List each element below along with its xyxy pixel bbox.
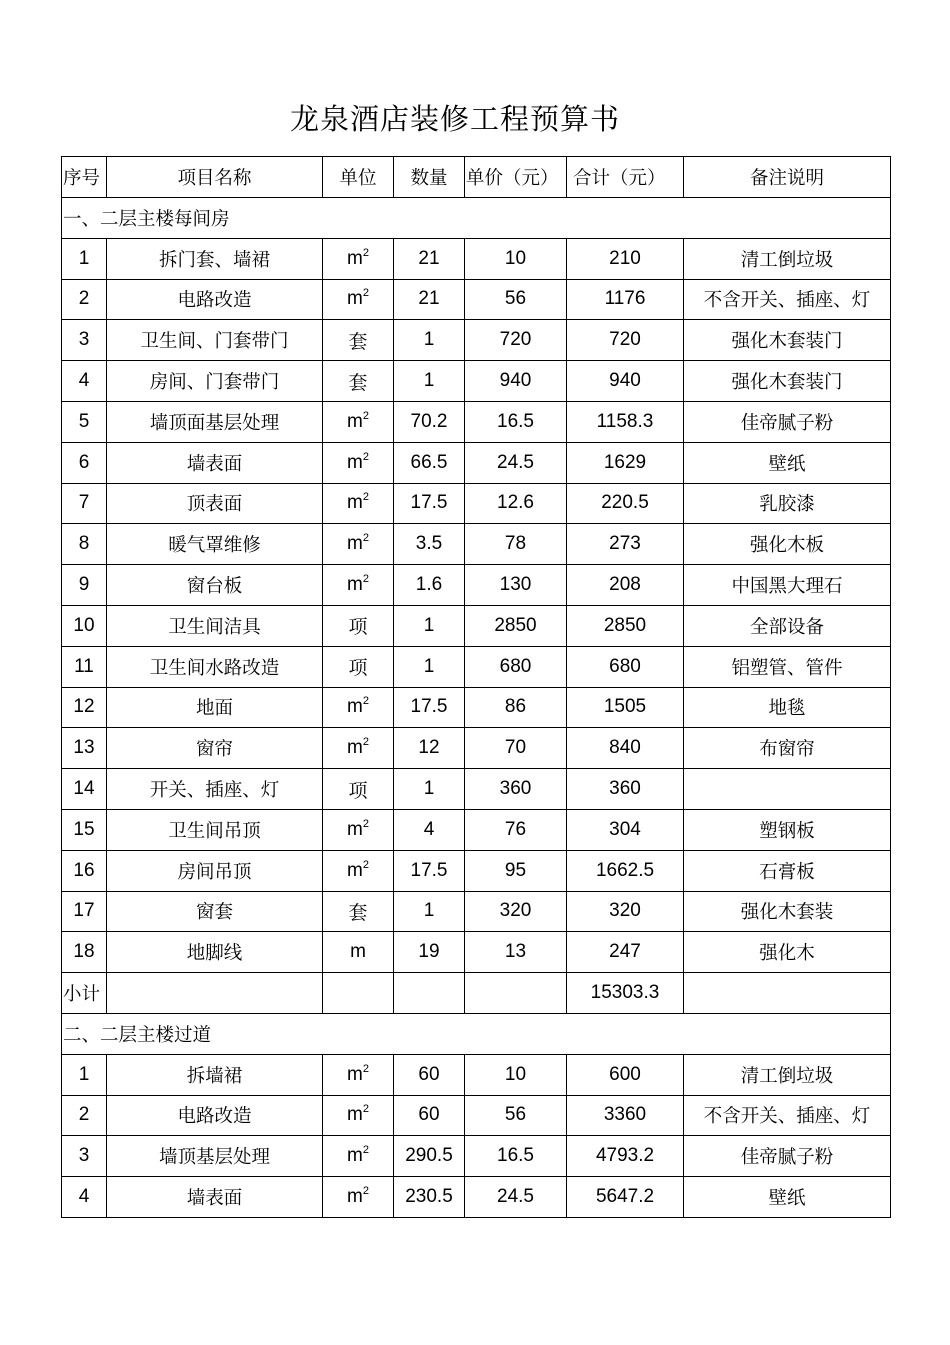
- cell-unit-price: 95: [465, 850, 567, 891]
- cell-total: 210: [567, 238, 684, 279]
- cell-total: 360: [567, 769, 684, 810]
- cell-total: 3360: [567, 1095, 684, 1136]
- cell-remarks: 强化木套装门: [684, 361, 891, 402]
- cell-remarks: 清工倒垃圾: [684, 1054, 891, 1095]
- empty-cell: [394, 973, 465, 1014]
- header-unit: 单位: [323, 157, 394, 198]
- cell-item-name: 卫生间水路改造: [107, 646, 323, 687]
- table-header-row: [62, 157, 891, 198]
- cell-item-name: 窗套: [107, 891, 323, 932]
- cell-remarks: 壁纸: [684, 442, 891, 483]
- cell-seq: 5: [62, 401, 107, 442]
- table-row: [62, 442, 891, 483]
- cell-seq: 1: [62, 1054, 107, 1095]
- cell-item-name: 电路改造: [107, 279, 323, 320]
- cell-remarks: 强化木套装: [684, 891, 891, 932]
- unit-text: m: [347, 859, 363, 881]
- table-row: [62, 524, 891, 565]
- unit-text: 套: [348, 372, 368, 394]
- cell-remarks: 强化木: [684, 932, 891, 973]
- cell-item-name: 卫生间吊顶: [107, 809, 323, 850]
- cell-unit-price: 10: [465, 1054, 567, 1095]
- cell-total: 600: [567, 1054, 684, 1095]
- cell-unit: [323, 361, 394, 402]
- empty-cell: [684, 973, 891, 1014]
- cell-unit: [323, 891, 394, 932]
- cell-unit: [323, 728, 394, 769]
- empty-cell: [465, 973, 567, 1014]
- unit-text: 项: [348, 617, 368, 639]
- cell-seq: 4: [62, 361, 107, 402]
- cell-unit-price: 10: [465, 238, 567, 279]
- cell-unit-price: 680: [465, 646, 567, 687]
- unit-superscript: 2: [362, 573, 369, 586]
- unit-superscript: 2: [362, 858, 369, 871]
- cell-unit-price: 940: [465, 361, 567, 402]
- header-unit-price: 单价（元）: [465, 157, 567, 198]
- section-heading-row: [62, 198, 891, 239]
- cell-quantity: 21: [394, 279, 465, 320]
- unit-text: m: [347, 696, 363, 718]
- table-row: [62, 1136, 891, 1177]
- cell-seq: 1: [62, 238, 107, 279]
- table-row: [62, 605, 891, 646]
- cell-unit-price: 2850: [465, 605, 567, 646]
- table-row: [62, 891, 891, 932]
- cell-item-name: 墙顶基层处理: [107, 1136, 323, 1177]
- unit-text: 项: [348, 780, 368, 802]
- unit-text: m: [347, 288, 363, 310]
- cell-seq: 12: [62, 687, 107, 728]
- cell-remarks: 不含开关、插座、灯: [684, 279, 891, 320]
- cell-remarks: 乳胶漆: [684, 483, 891, 524]
- cell-total: 5647.2: [567, 1177, 684, 1218]
- cell-total: 840: [567, 728, 684, 769]
- cell-seq: 4: [62, 1177, 107, 1218]
- unit-text: m: [347, 410, 363, 432]
- cell-total: 1505: [567, 687, 684, 728]
- unit-text: m: [347, 737, 363, 759]
- cell-unit-price: 56: [465, 1095, 567, 1136]
- section-heading: 二、二层主楼过道: [62, 1013, 891, 1054]
- cell-quantity: 17.5: [394, 483, 465, 524]
- table-row: [62, 320, 891, 361]
- cell-total: 247: [567, 932, 684, 973]
- cell-remarks: 佳帝腻子粉: [684, 401, 891, 442]
- cell-unit: [323, 809, 394, 850]
- cell-unit-price: 76: [465, 809, 567, 850]
- cell-unit: [323, 483, 394, 524]
- empty-cell: [323, 973, 394, 1014]
- cell-unit-price: 12.6: [465, 483, 567, 524]
- cell-seq: 13: [62, 728, 107, 769]
- table-row: [62, 687, 891, 728]
- cell-total: 208: [567, 565, 684, 606]
- cell-unit: [323, 442, 394, 483]
- cell-unit: [323, 320, 394, 361]
- unit-text: m: [347, 1104, 363, 1126]
- subtotal-value: 15303.3: [567, 973, 684, 1014]
- table-row: [62, 401, 891, 442]
- cell-quantity: 1.6: [394, 565, 465, 606]
- unit-superscript: 2: [362, 817, 369, 830]
- cell-unit: [323, 769, 394, 810]
- unit-superscript: 2: [362, 1185, 369, 1198]
- cell-unit: [323, 687, 394, 728]
- cell-total: 2850: [567, 605, 684, 646]
- cell-seq: 3: [62, 1136, 107, 1177]
- unit-text: m: [347, 1063, 363, 1085]
- header-quantity: 数量: [394, 157, 465, 198]
- subtotal-label: 小计: [62, 973, 107, 1014]
- cell-total: 4793.2: [567, 1136, 684, 1177]
- unit-text: m: [347, 1186, 363, 1208]
- cell-quantity: 1: [394, 320, 465, 361]
- cell-quantity: 1: [394, 646, 465, 687]
- cell-unit-price: 320: [465, 891, 567, 932]
- unit-text: m: [347, 818, 363, 840]
- cell-quantity: 19: [394, 932, 465, 973]
- subtotal-row: [62, 973, 891, 1014]
- table-row: [62, 1177, 891, 1218]
- cell-seq: 14: [62, 769, 107, 810]
- cell-unit-price: 16.5: [465, 1136, 567, 1177]
- cell-total: 1629: [567, 442, 684, 483]
- cell-remarks: 强化木套装门: [684, 320, 891, 361]
- cell-unit: [323, 1136, 394, 1177]
- unit-superscript: 2: [362, 491, 369, 504]
- unit-text: 套: [348, 331, 368, 353]
- unit-text: m: [347, 451, 363, 473]
- cell-remarks: 布窗帘: [684, 728, 891, 769]
- cell-seq: 2: [62, 1095, 107, 1136]
- budget-table: [61, 156, 891, 1218]
- cell-item-name: 房间、门套带门: [107, 361, 323, 402]
- table-row: [62, 361, 891, 402]
- cell-quantity: 60: [394, 1054, 465, 1095]
- unit-superscript: 2: [362, 287, 369, 300]
- cell-unit-price: 720: [465, 320, 567, 361]
- table-row: [62, 279, 891, 320]
- unit-superscript: 2: [362, 246, 369, 259]
- table-row: [62, 850, 891, 891]
- unit-text: m: [347, 1145, 363, 1167]
- cell-unit: [323, 401, 394, 442]
- cell-seq: 11: [62, 646, 107, 687]
- cell-item-name: 电路改造: [107, 1095, 323, 1136]
- unit-superscript: 2: [362, 450, 369, 463]
- cell-quantity: 230.5: [394, 1177, 465, 1218]
- cell-item-name: 卫生间、门套带门: [107, 320, 323, 361]
- cell-quantity: 21: [394, 238, 465, 279]
- unit-superscript: 2: [362, 736, 369, 749]
- cell-quantity: 1: [394, 361, 465, 402]
- cell-seq: 2: [62, 279, 107, 320]
- cell-unit-price: 130: [465, 565, 567, 606]
- cell-seq: 8: [62, 524, 107, 565]
- cell-seq: 9: [62, 565, 107, 606]
- cell-remarks: 石膏板: [684, 850, 891, 891]
- unit-superscript: 2: [362, 1103, 369, 1116]
- cell-item-name: 拆门套、墙裙: [107, 238, 323, 279]
- cell-quantity: 17.5: [394, 850, 465, 891]
- cell-unit: [323, 646, 394, 687]
- cell-item-name: 房间吊顶: [107, 850, 323, 891]
- cell-seq: 3: [62, 320, 107, 361]
- cell-quantity: 60: [394, 1095, 465, 1136]
- cell-remarks: 铝塑管、管件: [684, 646, 891, 687]
- cell-item-name: 顶表面: [107, 483, 323, 524]
- unit-text: m: [347, 247, 363, 269]
- cell-item-name: 卫生间洁具: [107, 605, 323, 646]
- cell-remarks: 中国黑大理石: [684, 565, 891, 606]
- cell-remarks: 强化木板: [684, 524, 891, 565]
- header-remarks: 备注说明: [684, 157, 891, 198]
- unit-text: m: [347, 574, 363, 596]
- section-heading-row: [62, 1013, 891, 1054]
- cell-unit-price: 24.5: [465, 442, 567, 483]
- cell-total: 1662.5: [567, 850, 684, 891]
- cell-unit: [323, 1177, 394, 1218]
- table-row: [62, 728, 891, 769]
- unit-superscript: 2: [362, 409, 369, 422]
- cell-quantity: 12: [394, 728, 465, 769]
- cell-total: 273: [567, 524, 684, 565]
- cell-remarks: 全部设备: [684, 605, 891, 646]
- cell-total: 680: [567, 646, 684, 687]
- cell-quantity: 1: [394, 769, 465, 810]
- cell-seq: 6: [62, 442, 107, 483]
- cell-total: 1158.3: [567, 401, 684, 442]
- cell-unit: [323, 1095, 394, 1136]
- header-total: 合计（元）: [567, 157, 684, 198]
- table-row: [62, 1054, 891, 1095]
- cell-item-name: 暖气罩维修: [107, 524, 323, 565]
- cell-item-name: 地面: [107, 687, 323, 728]
- unit-text: m: [347, 492, 363, 514]
- unit-text: 套: [348, 902, 368, 924]
- table-row: [62, 809, 891, 850]
- cell-seq: 10: [62, 605, 107, 646]
- cell-unit-price: 56: [465, 279, 567, 320]
- cell-seq: 15: [62, 809, 107, 850]
- cell-item-name: 窗台板: [107, 565, 323, 606]
- cell-seq: 18: [62, 932, 107, 973]
- table-row: [62, 646, 891, 687]
- table-row: [62, 565, 891, 606]
- unit-superscript: 2: [362, 695, 369, 708]
- cell-remarks: 佳帝腻子粉: [684, 1136, 891, 1177]
- cell-unit: [323, 238, 394, 279]
- cell-remarks: 清工倒垃圾: [684, 238, 891, 279]
- cell-unit: [323, 1054, 394, 1095]
- table-row: [62, 932, 891, 973]
- table-row: [62, 483, 891, 524]
- section-heading: 一、二层主楼每间房: [62, 198, 891, 239]
- cell-remarks: 地毯: [684, 687, 891, 728]
- cell-unit-price: 86: [465, 687, 567, 728]
- cell-total: 1176: [567, 279, 684, 320]
- cell-quantity: 17.5: [394, 687, 465, 728]
- cell-unit-price: 70: [465, 728, 567, 769]
- cell-quantity: 4: [394, 809, 465, 850]
- cell-total: 940: [567, 361, 684, 402]
- cell-remarks: 不含开关、插座、灯: [684, 1095, 891, 1136]
- cell-item-name: 开关、插座、灯: [107, 769, 323, 810]
- cell-remarks: 塑钢板: [684, 809, 891, 850]
- table-row: [62, 769, 891, 810]
- cell-remarks: [684, 769, 891, 810]
- cell-unit: [323, 850, 394, 891]
- header-item-name: 项目名称: [107, 157, 323, 198]
- cell-unit-price: 360: [465, 769, 567, 810]
- table-row: [62, 1095, 891, 1136]
- unit-text: m: [350, 941, 366, 963]
- cell-total: 320: [567, 891, 684, 932]
- cell-item-name: 窗帘: [107, 728, 323, 769]
- header-seq: 序号: [62, 157, 107, 198]
- cell-unit: [323, 605, 394, 646]
- cell-unit-price: 13: [465, 932, 567, 973]
- cell-quantity: 1: [394, 891, 465, 932]
- cell-unit: [323, 524, 394, 565]
- cell-item-name: 墙顶面基层处理: [107, 401, 323, 442]
- cell-seq: 7: [62, 483, 107, 524]
- cell-item-name: 墙表面: [107, 1177, 323, 1218]
- cell-unit: [323, 565, 394, 606]
- cell-quantity: 70.2: [394, 401, 465, 442]
- unit-text: 项: [348, 658, 368, 680]
- unit-superscript: 2: [362, 532, 369, 545]
- unit-text: m: [347, 533, 363, 555]
- empty-cell: [107, 973, 323, 1014]
- cell-unit-price: 78: [465, 524, 567, 565]
- cell-unit-price: 24.5: [465, 1177, 567, 1218]
- unit-superscript: 2: [362, 1062, 369, 1075]
- cell-total: 304: [567, 809, 684, 850]
- cell-quantity: 66.5: [394, 442, 465, 483]
- cell-seq: 17: [62, 891, 107, 932]
- cell-seq: 16: [62, 850, 107, 891]
- cell-unit: [323, 932, 394, 973]
- cell-item-name: 墙表面: [107, 442, 323, 483]
- cell-remarks: 壁纸: [684, 1177, 891, 1218]
- table-row: [62, 238, 891, 279]
- cell-quantity: 1: [394, 605, 465, 646]
- cell-total: 720: [567, 320, 684, 361]
- cell-quantity: 290.5: [394, 1136, 465, 1177]
- unit-superscript: 2: [362, 1144, 369, 1157]
- document-title: 龙泉酒店装修工程预算书: [289, 102, 620, 136]
- cell-unit: [323, 279, 394, 320]
- cell-quantity: 3.5: [394, 524, 465, 565]
- cell-unit-price: 16.5: [465, 401, 567, 442]
- cell-total: 220.5: [567, 483, 684, 524]
- cell-item-name: 地脚线: [107, 932, 323, 973]
- cell-item-name: 拆墙裙: [107, 1054, 323, 1095]
